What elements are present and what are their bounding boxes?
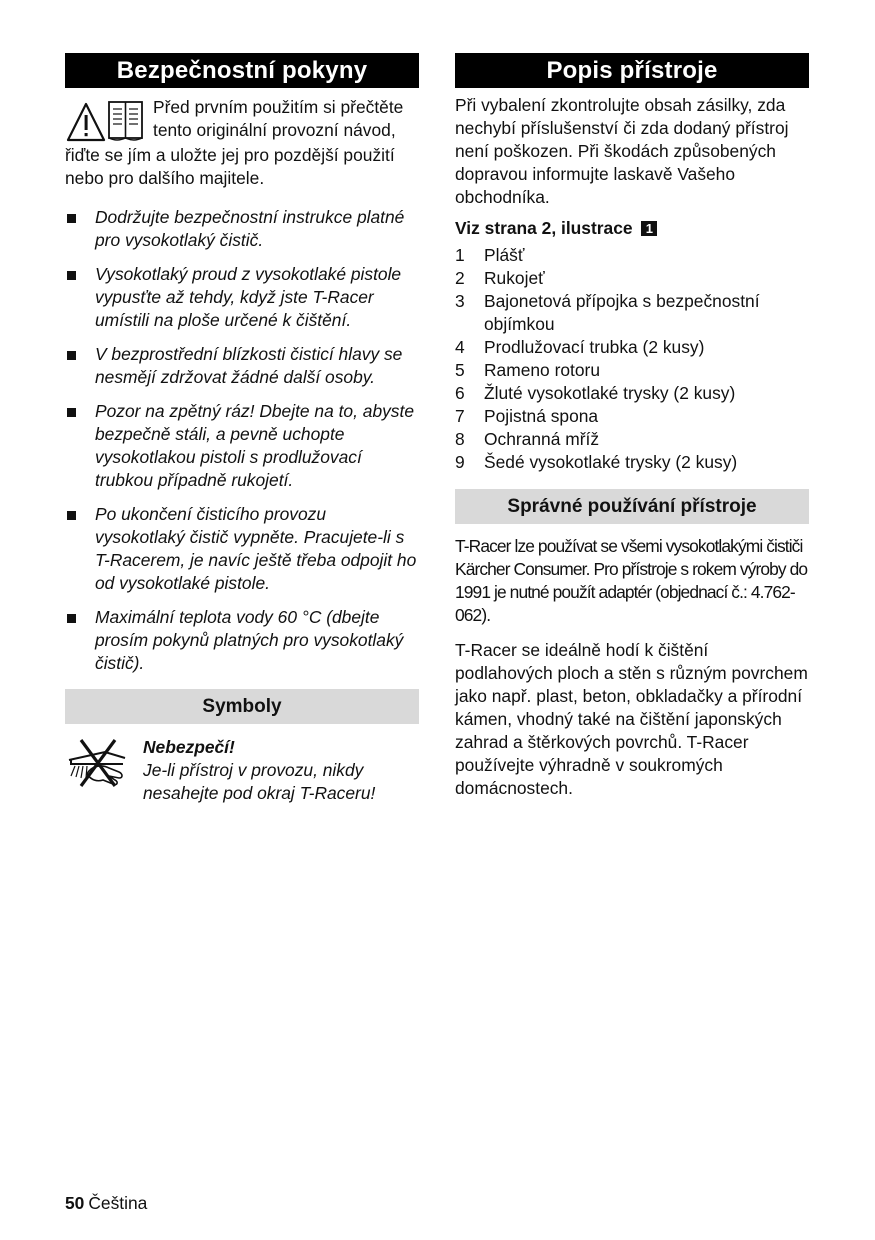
proper-use-paragraph-1: T-Racer lze používat se všemi vysokotlakými čističi Kärcher Consumer. Pro přístroje s rokem výroby do 1991 je nutné použít adaptér (objednací č.: 4.762-062). (455, 536, 808, 625)
list-item (65, 503, 419, 595)
illustration-number-badge: 1 (641, 221, 657, 236)
list-item (65, 206, 419, 252)
bullet-text: Po ukončení čisticího provozu vysokotlaký čistič vypněte. Pracujete-li s T-Racerem, je navíc ještě třeba odpojit ho od vysokotlaké pistole. (95, 504, 417, 593)
part-number: 3 (455, 291, 465, 311)
list-item (455, 405, 809, 428)
hand-hazard-icon (65, 736, 129, 792)
page-number: 50 (65, 1193, 85, 1213)
part-label: Prodlužovací trubka (2 kusy) (484, 337, 705, 357)
safety-intro (65, 96, 419, 190)
bullet-square-icon (67, 271, 76, 280)
proper-use-section (455, 489, 809, 800)
list-item (65, 263, 419, 332)
danger-title: Nebezpečí! (143, 737, 235, 757)
bullet-square-icon (67, 408, 76, 417)
symbols-heading: Symboly (65, 689, 419, 724)
bullet-text: Dodržujte bezpečnostní instrukce platné pro vysokotlaký čistič. (95, 207, 405, 250)
bullet-text: Maximální teplota vody 60 °C (dbejte prosím pokynů platných pro vysokotlaký čistič). (95, 607, 404, 673)
list-item (455, 428, 809, 451)
list-item (455, 267, 809, 290)
danger-text: Je-li přístroj v provozu, nikdy nesahejte pod okraj T-Raceru! (143, 760, 376, 803)
safety-heading: Bezpečnostní pokyny (65, 53, 419, 88)
description-intro: Při vybalení zkontrolujte obsah zásilky, zda nechybí příslušenství či zda dodaný přístroj není poškozen. Při škodách způsobených dopravou informujte laskavě Vašeho obchodníka. (455, 95, 789, 207)
part-number: 5 (455, 360, 465, 380)
intro-line-2: tento originální provozní návod, (153, 120, 396, 140)
part-label: Šedé vysokotlaké trysky (2 kusy) (484, 452, 738, 472)
part-label: Rameno rotoru (484, 360, 600, 380)
part-number: 8 (455, 429, 465, 449)
bullet-square-icon (67, 614, 76, 623)
footer-language: Čeština (88, 1193, 148, 1213)
danger-text-block (143, 736, 419, 805)
part-number: 1 (455, 245, 465, 265)
part-label: Bajonetová přípojka s bezpečnostní objímkou (484, 291, 760, 334)
list-item (455, 290, 809, 336)
list-item (455, 244, 809, 267)
bullet-square-icon (67, 511, 76, 520)
bullet-text: Pozor na zpětný ráz! Dbejte na to, abyste bezpečně stáli, a pevně uchopte vysokotlakou pistoli s prodlužovací trubkou případně rukojetí. (95, 401, 415, 490)
list-item (65, 400, 419, 492)
part-number: 4 (455, 337, 465, 357)
bullet-text: Vysokotlaký proud z vysokotlaké pistole vypusťte až tehdy, když jste T-Racer umístili na ploše určené k čištění. (95, 264, 402, 330)
part-number: 2 (455, 268, 465, 288)
bullet-square-icon (67, 351, 76, 360)
intro-line-1: Před prvním použitím si přečtěte (153, 97, 404, 117)
part-label: Rukojeť (484, 268, 545, 288)
bullet-square-icon (67, 214, 76, 223)
list-item (455, 451, 809, 474)
left-column (65, 53, 419, 806)
part-number: 6 (455, 383, 465, 403)
list-item (65, 606, 419, 675)
parts-list (455, 244, 809, 474)
right-column (455, 53, 809, 800)
danger-symbol-row (65, 736, 419, 806)
part-label: Žluté vysokotlaké trysky (2 kusy) (484, 383, 736, 403)
list-item (455, 359, 809, 382)
illustration-reference (455, 217, 809, 240)
page-footer (65, 1192, 147, 1215)
illustration-reference-text: Viz strana 2, ilustrace (455, 218, 633, 238)
intro-rest: řiďte se jím a uložte jej pro pozdější použití nebo pro dalšího majitele. (65, 145, 395, 188)
warning-manual-icon (65, 98, 145, 144)
list-item (455, 336, 809, 359)
bullet-text: V bezprostřední blízkosti čisticí hlavy se nesmějí zdržovat žádné další osoby. (95, 344, 403, 387)
part-label: Plášť (484, 245, 525, 265)
proper-use-heading: Správné používání přístroje (455, 489, 809, 524)
list-item (65, 343, 419, 389)
part-number: 7 (455, 406, 465, 426)
description-heading: Popis přístroje (455, 53, 809, 88)
safety-bullet-list (65, 206, 419, 675)
part-label: Ochranná mříž (484, 429, 600, 449)
symbols-section (65, 689, 419, 806)
proper-use-paragraph-2: T-Racer se ideálně hodí k čištění podlahových ploch a stěn s různým povrchem jako např. plast, beton, obkladačky a přírodní kámen, vhodný také na čištění japonských zahrad a štěrkových povrchů. T-Racer používejte výhradně v soukromých domácnostech. (455, 640, 808, 798)
list-item (455, 382, 809, 405)
part-label: Pojistná spona (484, 406, 599, 426)
part-number: 9 (455, 452, 465, 472)
